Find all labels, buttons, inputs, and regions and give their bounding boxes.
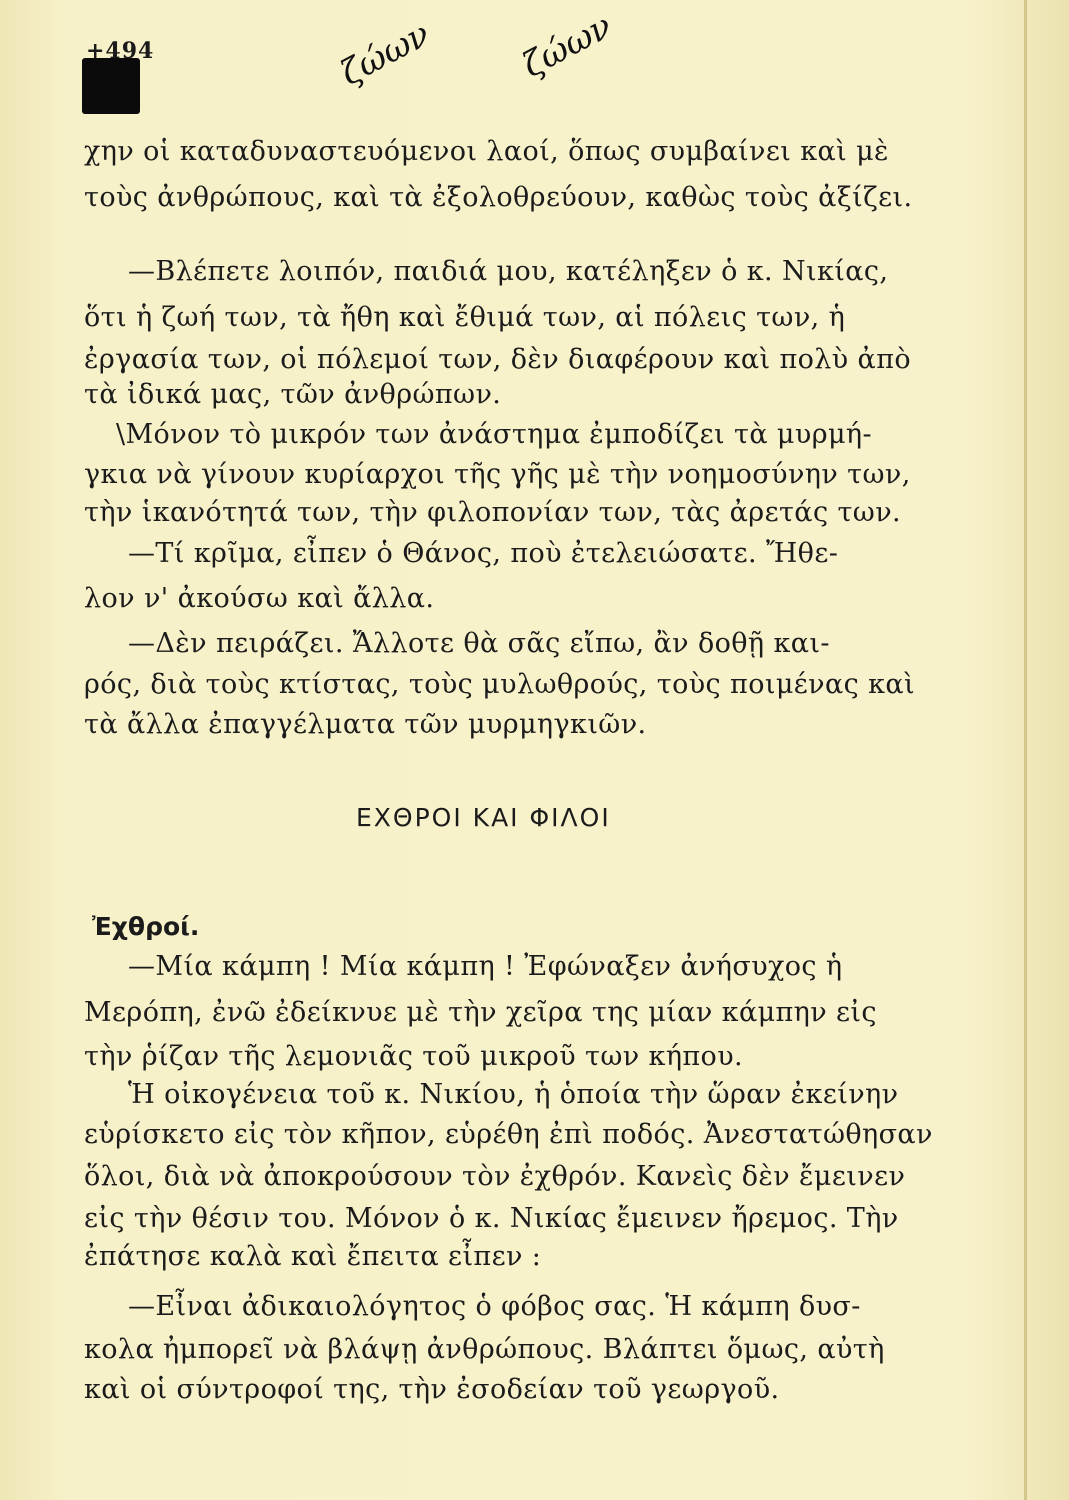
text-line: καὶ οἱ σύντροφοί της, τὴν ἐσοδείαν τοῦ γεωργοῦ. <box>84 1374 780 1405</box>
handwritten-note-1: ζώων <box>334 14 437 94</box>
text-line: τὰ ἄλλα ἐπαγγέλματα τῶν μυρμηγκιῶν. <box>84 709 647 740</box>
section-title: Ἐχθροί. <box>92 912 200 941</box>
text-line: ἐπάτησε καλὰ καὶ ἔπειτα εἶπεν : <box>84 1241 542 1272</box>
text-line: εἰς τὴν θέσιν του. Μόνον ὁ κ. Νικίας ἔμεινεν ἤρεμος. Τὴν <box>84 1203 899 1234</box>
chapter-heading: ΕΧΘΡΟΙ ΚΑΙ ΦΙΛΟΙ <box>356 803 611 832</box>
text-line: —Βλέπετε λοιπόν, παιδιά μου, κατέληξεν ὁ κ. Νικίας, <box>128 256 889 287</box>
text-line: —Δὲν πειράζει. Ἄλλοτε θὰ σᾶς εἴπω, ἂν δοθῇ και- <box>128 628 830 659</box>
text-line: λον ν' ἀκούσω καὶ ἄλλα. <box>84 583 435 614</box>
text-line: τοὺς ἀνθρώπους, καὶ τὰ ἐξολοθρεύουν, καθὼς τοὺς ἀξίζει. <box>84 182 913 213</box>
text-line: ὅλοι, διὰ νὰ ἀποκρούσουν τὸν ἐχθρόν. Κανεὶς δὲν ἔμεινεν <box>84 1161 906 1192</box>
text-line: Ἡ οἰκογένεια τοῦ κ. Νικίου, ἡ ὁποία τὴν ὥραν ἐκείνην <box>128 1079 899 1110</box>
page-mark: +494 <box>86 38 155 64</box>
text-line: κολα ἠμπορεῖ νὰ βλάψῃ ἀνθρώπους. Βλάπτει ὅμως, αὐτὴ <box>84 1334 885 1365</box>
text-line: ἐργασία των, οἱ πόλεμοί των, δὲν διαφέρουν καὶ πολὺ ἀπὸ <box>84 344 911 375</box>
redaction-block <box>82 58 140 114</box>
text-line: Μερόπη, ἐνῶ ἐδείκνυε μὲ τὴν χεῖρα της μίαν κάμπην εἰς <box>84 997 877 1028</box>
text-line: —Μία κάμπη ! Μία κάμπη ! Ἐφώναξεν ἀνήσυχος ἡ <box>128 951 843 982</box>
text-line: τὴν ῥίζαν τῆς λεμονιᾶς τοῦ μικροῦ των κήπου. <box>84 1041 744 1072</box>
page-edge-shadow <box>1024 0 1027 1500</box>
text-line: τὰ ἰδικά μας, τῶν ἀνθρώπων. <box>84 379 502 410</box>
text-line: —Εἶναι ἀδικαιολόγητος ὁ φόβος σας. Ἡ κάμπη δυσ- <box>128 1291 861 1322</box>
text-line: τὴν ἱκανότητά των, τὴν φιλοπονίαν των, τὰς ἀρετάς των. <box>84 497 901 528</box>
text-line: γκια νὰ γίνουν κυρίαρχοι τῆς γῆς μὲ τὴν νοημοσύνην των, <box>84 459 911 490</box>
text-line: —Τί κρῖμα, εἶπεν ὁ Θάνος, ποὺ ἐτελειώσατε. Ἤθε- <box>128 538 839 569</box>
text-line: \Μόνον τὸ μικρόν των ἀνάστημα ἐμποδίζει τὰ μυρμή- <box>116 419 873 450</box>
text-line: ὅτι ἡ ζωή των, τὰ ἤθη καὶ ἔθιμά των, αἱ πόλεις των, ἡ <box>84 302 846 333</box>
handwritten-note-2: ζώων <box>516 6 619 86</box>
text-line: εὑρίσκετο εἰς τὸν κῆπον, εὑρέθη ἐπὶ ποδός. Ἀνεστατώθησαν <box>84 1119 933 1150</box>
text-line: ρός, διὰ τοὺς κτίστας, τοὺς μυλωθρούς, τοὺς ποιμένας καὶ <box>84 669 916 700</box>
text-line: χην οἱ καταδυναστευόμενοι λαοί, ὅπως συμβαίνει καὶ μὲ <box>84 136 889 167</box>
